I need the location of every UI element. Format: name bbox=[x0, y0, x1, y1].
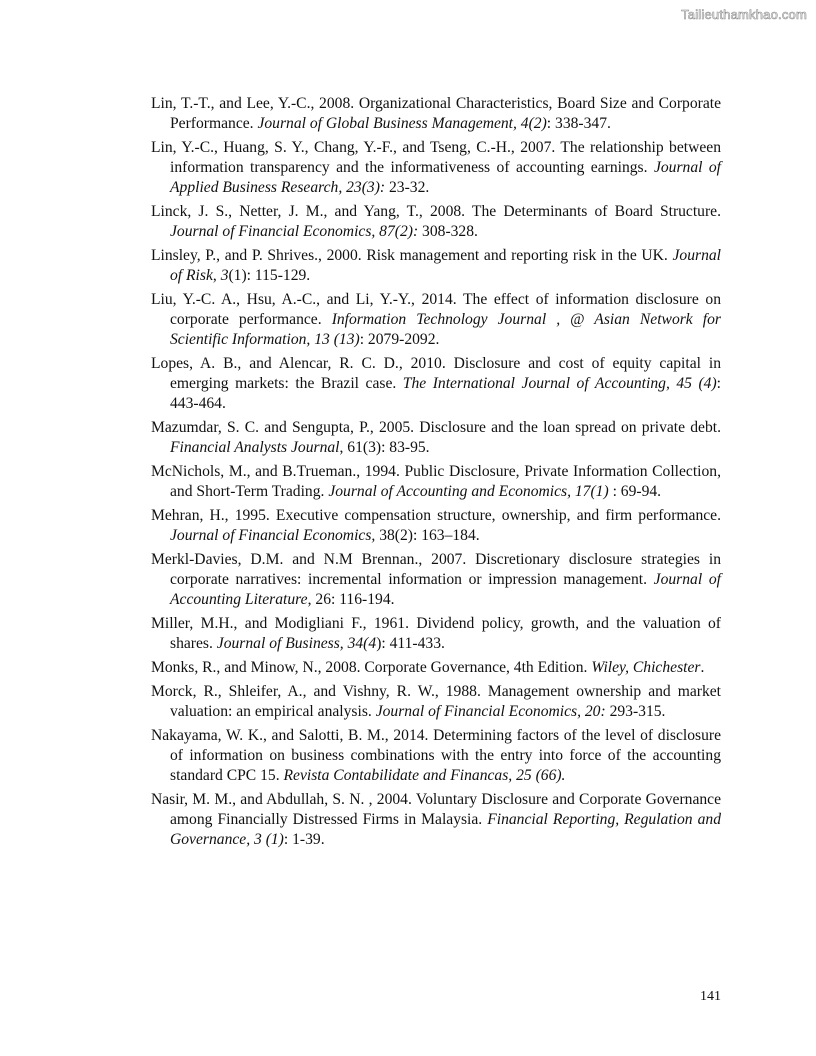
reference-list bbox=[151, 94, 721, 854]
reference-source-italic: Information Technology Journal , @ Asian Network for Scientific Information, 13 (13) bbox=[170, 311, 721, 348]
reference-source-italic: Journal of Accounting Literature bbox=[170, 571, 721, 608]
reference-entry bbox=[151, 246, 721, 286]
reference-entry bbox=[151, 614, 721, 654]
reference-text: Linsley, P., and P. Shrives., 2000. Risk management and reporting risk in the UK. bbox=[151, 247, 673, 264]
reference-source-italic: Journal of Applied Business Research, 23(3): bbox=[170, 159, 721, 196]
reference-text: 23-32. bbox=[385, 179, 430, 196]
reference-text: Morck, R., Shleifer, A., and Vishny, R. W., 1988. Management ownership and market valuation: an empirical analysis. bbox=[151, 683, 721, 720]
reference-text: : 1-39. bbox=[283, 831, 325, 848]
reference-entry bbox=[151, 462, 721, 502]
reference-text: Lin, T.-T., and Lee, Y.-C., 2008. Organizational Characteristics, Board Size and Corporate Performance. bbox=[151, 95, 721, 132]
reference-source-italic: Journal of Financial Economics, bbox=[170, 527, 376, 544]
reference-text: . bbox=[700, 659, 705, 676]
reference-text: Lin, Y.-C., Huang, S. Y., Chang, Y.-F., and Tseng, C.-H., 2007. The relationship between information transparency and the informativeness of accounting earnings. bbox=[151, 139, 721, 176]
reference-entry bbox=[151, 658, 721, 678]
reference-entry bbox=[151, 550, 721, 610]
reference-source-italic: The International Journal of Accounting, 45 (4) bbox=[402, 375, 717, 392]
watermark-text: Tailieuthamkhao.com bbox=[681, 7, 807, 22]
reference-entry bbox=[151, 506, 721, 546]
reference-entry bbox=[151, 726, 721, 786]
reference-text: , 26: 116-194. bbox=[307, 591, 395, 608]
reference-source-italic: Journal of Accounting and Economics, 17(1) bbox=[328, 483, 609, 500]
reference-source-italic: Journal of Business, 34(4 bbox=[216, 635, 377, 652]
page-number: 141 bbox=[700, 989, 721, 1004]
reference-text: ): 411-433. bbox=[376, 635, 445, 652]
reference-entry bbox=[151, 790, 721, 850]
reference-text: 38(2): 163–184. bbox=[375, 527, 480, 544]
reference-entry bbox=[151, 202, 721, 242]
reference-text: Mehran, H., 1995. Executive compensation structure, ownership, and firm performance. bbox=[151, 507, 721, 524]
reference-text: (1): 115-129. bbox=[228, 267, 311, 284]
reference-source-italic: Journal of Financial Economics, 20: bbox=[375, 703, 606, 720]
reference-text: Merkl-Davies, D.M. and N.M Brennan., 2007. Discretionary disclosure strategies in corporate narratives: incremental information or impression management. bbox=[151, 551, 721, 588]
reference-text: Liu, Y.-C. A., Hsu, A.-C., and Li, Y.-Y., 2014. The effect of information disclosure on corporate performance. bbox=[151, 291, 721, 328]
reference-entry bbox=[151, 290, 721, 350]
reference-text: , 61(3): 83-95. bbox=[339, 439, 430, 456]
reference-source-italic: Financial Analysts Journal bbox=[170, 439, 340, 456]
reference-text: : 2079-2092. bbox=[359, 331, 440, 348]
reference-text: Miller, M.H., and Modigliani F., 1961. Dividend policy, growth, and the valuation of shares. bbox=[151, 615, 721, 652]
reference-source-italic: Wiley, Chichester bbox=[591, 659, 701, 676]
reference-text: 308-328. bbox=[418, 223, 478, 240]
reference-source-italic: Financial Reporting, Regulation and Governance, 3 (1) bbox=[170, 811, 721, 848]
reference-text: 293-315. bbox=[605, 703, 666, 720]
reference-text: McNichols, M., and B.Trueman., 1994. Public Disclosure, Private Information Collection, and Short-Term Trading. bbox=[151, 463, 721, 500]
reference-entry bbox=[151, 94, 721, 134]
reference-source-italic: Journal of Global Business Management, 4(2) bbox=[257, 115, 547, 132]
reference-text: , bbox=[212, 267, 221, 284]
reference-source-italic: 3 bbox=[220, 267, 229, 284]
reference-entry bbox=[151, 418, 721, 458]
reference-text: Nakayama, W. K., and Salotti, B. M., 2014. Determining factors of the level of disclosure of information on business combinations with the entry into force of the accounting standard CPC 15. bbox=[151, 727, 721, 784]
reference-text: : 69-94. bbox=[608, 483, 662, 500]
reference-entry bbox=[151, 138, 721, 198]
reference-text: Mazumdar, S. C. and Sengupta, P., 2005. Disclosure and the loan spread on private debt. bbox=[151, 419, 721, 436]
reference-text: : 338-347. bbox=[546, 115, 611, 132]
reference-text: Linck, J. S., Netter, J. M., and Yang, T., 2008. The Determinants of Board Structure. bbox=[151, 203, 721, 220]
reference-source-italic: Journal of Financial Economics, 87(2): bbox=[170, 223, 419, 240]
reference-text: Monks, R., and Minow, N., 2008. Corporate Governance, 4th Edition. bbox=[151, 659, 592, 676]
reference-source-italic: Journal of Risk bbox=[170, 247, 721, 284]
reference-text: : 443-464. bbox=[170, 375, 721, 412]
reference-entry bbox=[151, 354, 721, 414]
reference-source-italic: Revista Contabilidate and Financas, 25 (66). bbox=[283, 767, 566, 784]
reference-text: Nasir, M. M., and Abdullah, S. N. , 2004. Voluntary Disclosure and Corporate Governance among Financially Distressed Firms in Malaysia. bbox=[151, 791, 721, 828]
reference-entry bbox=[151, 682, 721, 722]
reference-text: Lopes, A. B., and Alencar, R. C. D., 2010. Disclosure and cost of equity capital in emerging markets: the Brazil case. bbox=[151, 355, 721, 392]
